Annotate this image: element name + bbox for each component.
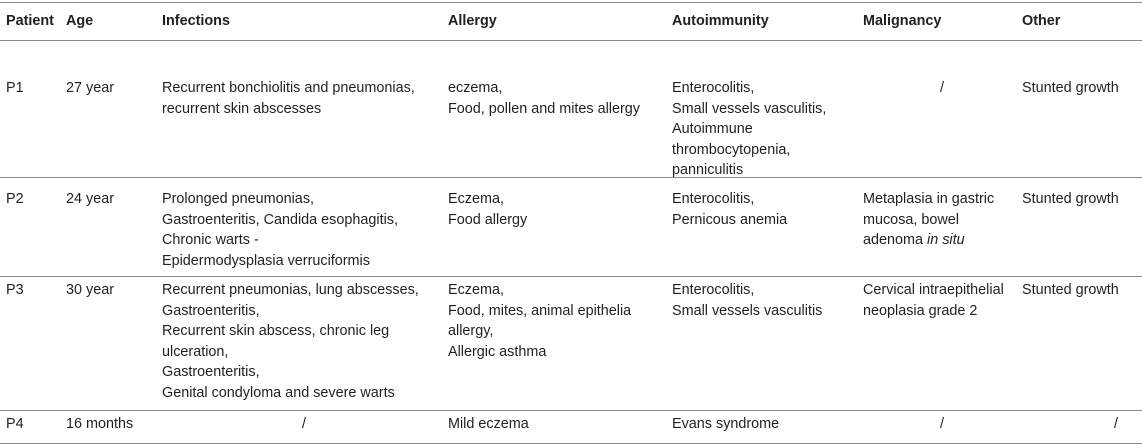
header-other: Other [1022, 13, 1061, 29]
cell-age: 16 months [66, 416, 134, 432]
cell-age: 24 year [66, 191, 114, 207]
row-separator [0, 177, 1142, 178]
cell-autoimmunity: Enterocolitis, Small vessels vasculitis, Autoimmune thrombocytopenia, panniculitis [672, 80, 827, 178]
cell-patient: P2 [6, 191, 24, 207]
cell-infections: Recurrent bonchiolitis and pneumonias, recurrent skin abscesses [162, 80, 415, 117]
table-bottom-rule [0, 443, 1142, 444]
cell-allergy: Eczema, Food allergy [448, 191, 528, 228]
cell-age: 30 year [66, 282, 114, 298]
header-malignancy: Malignancy [863, 13, 942, 29]
header-allergy: Allergy [448, 13, 497, 29]
cell-patient: P4 [6, 416, 24, 432]
cell-allergy: Eczema, Food, mites, animal epithelia allergy, Allergic asthma [448, 282, 632, 360]
header-age: Age [66, 13, 94, 29]
cell-allergy: eczema, Food, pollen and mites allergy [448, 80, 640, 117]
cell-malignancy: Metaplasia in gastric mucosa, bowel adenoma in situ [863, 191, 995, 248]
cell-other: / [1114, 416, 1118, 432]
cell-age: 27 year [66, 80, 114, 96]
cell-infections: Recurrent pneumonias, lung abscesses, Gastroenteritis, Recurrent skin abscess, chronic leg ulceration, Gastroenteritis, Genital condyloma and severe warts [162, 282, 419, 401]
cell-autoimmunity: Enterocolitis, Small vessels vasculitis [672, 282, 823, 319]
cell-autoimmunity: Evans syndrome [672, 416, 780, 432]
cell-malignancy: / [940, 416, 944, 432]
cell-allergy: Mild eczema [448, 416, 529, 432]
row-separator [0, 276, 1142, 277]
cell-patient: P1 [6, 80, 24, 96]
header-patient: Patient [6, 13, 54, 29]
header-bottom-rule [0, 40, 1142, 41]
cell-autoimmunity: Enterocolitis, Pernicous anemia [672, 191, 788, 228]
italic-term: in situ [927, 232, 965, 248]
cell-other: Stunted growth [1022, 191, 1119, 207]
cell-malignancy: / [940, 80, 944, 96]
header-infections: Infections [162, 13, 230, 29]
cell-malignancy: Cervical intraepithelial neoplasia grade 2 [863, 282, 1004, 319]
table-top-rule [0, 2, 1142, 3]
cell-other: Stunted growth [1022, 282, 1119, 298]
cell-infections: Prolonged pneumonias, Gastroenteritis, Candida esophagitis, Chronic warts - Epidermodysplasia verruciformis [162, 191, 398, 269]
header-autoimmunity: Autoimmunity [672, 13, 769, 29]
cell-patient: P3 [6, 282, 24, 298]
row-separator [0, 410, 1142, 411]
cell-infections: / [302, 416, 306, 432]
cell-other: Stunted growth [1022, 80, 1119, 96]
